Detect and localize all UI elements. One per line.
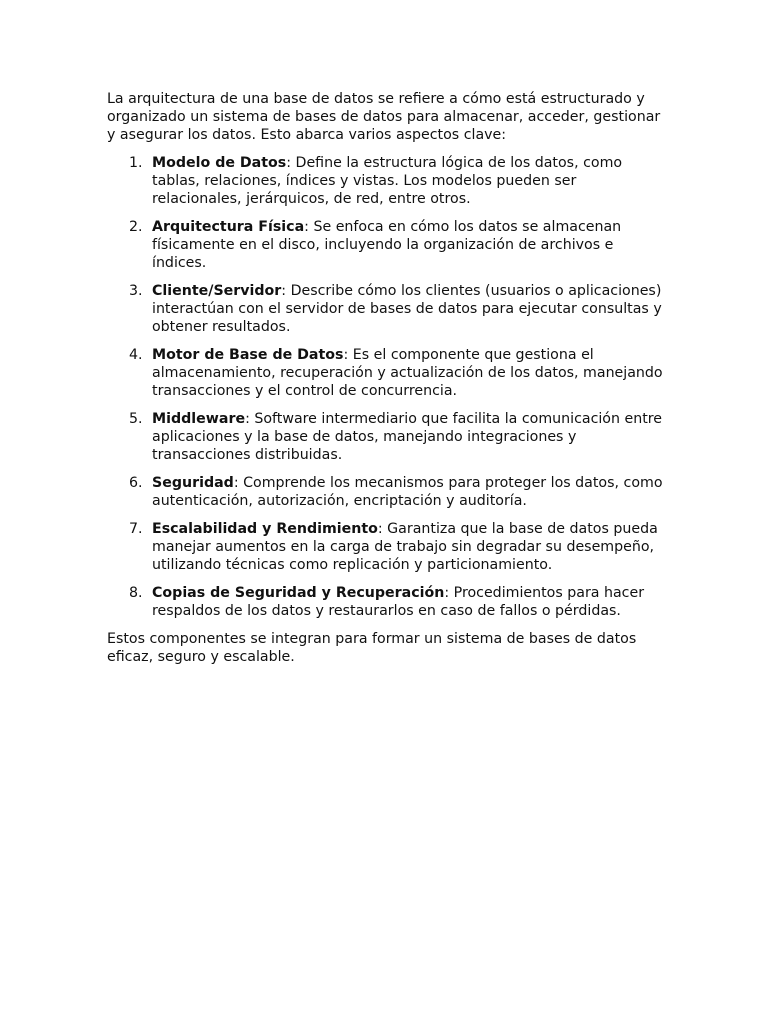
list-item-description: : Software intermediario que facilita la comunicación entre aplicaciones y la base de datos, manejando integraciones y transacciones distribuidas. <box>152 411 663 463</box>
list-item <box>107 218 667 272</box>
list-item-term: Motor de Base de Datos <box>152 347 344 363</box>
list-item-description: : Garantiza que la base de datos pueda manejar aumentos en la carga de trabajo sin degradar su desempeño, utilizando técnicas como replicación y particionamiento. <box>152 521 658 573</box>
list-item <box>107 410 667 464</box>
list-item-number: 2. <box>129 219 143 235</box>
list-item-term: Seguridad <box>152 475 234 491</box>
list-item-number: 1. <box>129 155 143 171</box>
closing-paragraph: Estos componentes se integran para formar un sistema de bases de datos eficaz, seguro y escalable. <box>107 631 637 665</box>
list-item-description: : Se enfoca en cómo los datos se almacenan físicamente en el disco, incluyendo la organización de archivos e índices. <box>152 219 622 271</box>
list-item-number: 8. <box>129 585 143 601</box>
list-item-number: 6. <box>129 475 143 491</box>
list-item-term: Cliente/Servidor <box>152 283 282 299</box>
aspects-list <box>107 154 667 620</box>
list-item-term: Escalabilidad y Rendimiento <box>152 521 378 537</box>
list-item-term: Middleware <box>152 411 246 427</box>
list-item <box>107 474 667 510</box>
intro-paragraph: La arquitectura de una base de datos se refiere a cómo está estructurado y organizado un sistema de bases de datos para almacenar, acceder, gestionar y asegurar los datos. Esto abarca varios aspectos clave: <box>107 91 661 143</box>
list-item-term: Arquitectura Física <box>152 219 305 235</box>
list-item-number: 7. <box>129 521 143 537</box>
list-item <box>107 282 667 336</box>
document-page <box>107 90 667 666</box>
list-item-term: Modelo de Datos <box>152 155 287 171</box>
list-item-number: 5. <box>129 411 143 427</box>
list-item <box>107 584 667 620</box>
list-item <box>107 346 667 400</box>
list-item-number: 4. <box>129 347 143 363</box>
list-item-term: Copias de Seguridad y Recuperación <box>152 585 445 601</box>
list-item <box>107 154 667 208</box>
list-item-description: : Comprende los mecanismos para proteger los datos, como autenticación, autorización, encriptación y auditoría. <box>152 475 663 509</box>
list-item <box>107 520 667 574</box>
list-item-description: : Es el componente que gestiona el almacenamiento, recuperación y actualización de los datos, manejando transacciones y el control de concurrencia. <box>152 347 663 399</box>
list-item-description: : Define la estructura lógica de los datos, como tablas, relaciones, índices y vistas. Los modelos pueden ser relacionales, jerárquicos, de red, entre otros. <box>152 155 623 207</box>
list-item-description: : Procedimientos para hacer respaldos de los datos y restaurarlos en caso de fallos o pérdidas. <box>152 585 645 619</box>
list-item-number: 3. <box>129 283 143 299</box>
list-item-description: : Describe cómo los clientes (usuarios o aplicaciones) interactúan con el servidor de bases de datos para ejecutar consultas y obtener resultados. <box>152 283 662 335</box>
